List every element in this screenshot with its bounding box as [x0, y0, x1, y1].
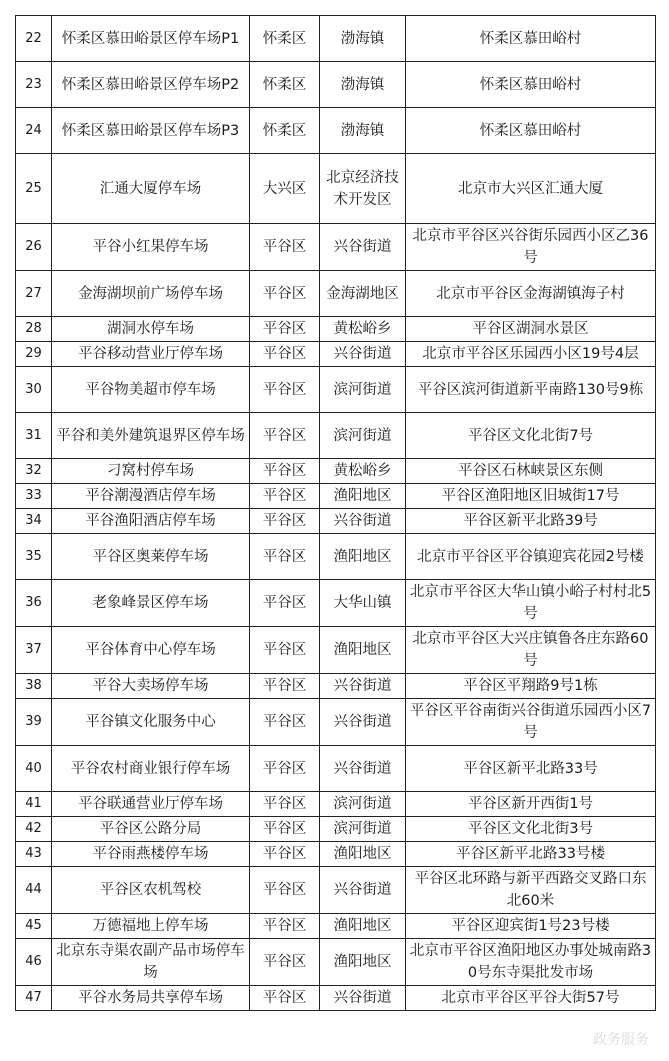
table-row: [16, 842, 656, 867]
row-number-cell: 33: [16, 484, 52, 509]
parking-name-cell: 平谷农村商业银行停车场: [52, 746, 250, 792]
town-cell: 金海湖地区: [320, 271, 406, 317]
parking-name-cell: 平谷镇文化服务中心: [52, 699, 250, 746]
town-cell: 渔阳地区: [320, 842, 406, 867]
address-cell: 北京市平谷区乐园西小区19号4层: [406, 342, 656, 367]
row-number-cell: 25: [16, 154, 52, 224]
address-cell: 平谷区渔阳地区旧城街17号: [406, 484, 656, 509]
parking-name-cell: 平谷联通营业厅停车场: [52, 792, 250, 817]
address-cell: 平谷区北环路与新平西路交叉路口东北60米: [406, 867, 656, 914]
district-cell: 平谷区: [250, 842, 320, 867]
town-cell: 滨河街道: [320, 792, 406, 817]
parking-name-cell: 北京东寺渠农副产品市场停车场: [52, 939, 250, 986]
district-cell: 平谷区: [250, 699, 320, 746]
address-cell: 平谷区湖洞水景区: [406, 317, 656, 342]
address-cell: 平谷区新平北路33号: [406, 746, 656, 792]
district-cell: 平谷区: [250, 627, 320, 674]
parking-name-cell: 汇通大厦停车场: [52, 154, 250, 224]
parking-name-cell: 怀柔区慕田峪景区停车场P2: [52, 62, 250, 108]
district-cell: 平谷区: [250, 224, 320, 271]
row-number-cell: 44: [16, 867, 52, 914]
row-number-cell: 22: [16, 16, 52, 62]
district-cell: 平谷区: [250, 792, 320, 817]
row-number-cell: 42: [16, 817, 52, 842]
table-row: [16, 342, 656, 367]
parking-name-cell: 平谷大卖场停车场: [52, 674, 250, 699]
address-cell: 平谷区石林峡景区东侧: [406, 459, 656, 484]
town-cell: 大华山镇: [320, 580, 406, 627]
parking-name-cell: 平谷区公路分局: [52, 817, 250, 842]
district-cell: 怀柔区: [250, 16, 320, 62]
district-cell: 怀柔区: [250, 108, 320, 154]
row-number-cell: 36: [16, 580, 52, 627]
row-number-cell: 43: [16, 842, 52, 867]
row-number-cell: 27: [16, 271, 52, 317]
parking-lot-table: [15, 15, 656, 1011]
parking-name-cell: 怀柔区慕田峪景区停车场P1: [52, 16, 250, 62]
district-cell: 平谷区: [250, 746, 320, 792]
parking-name-cell: 平谷区农机驾校: [52, 867, 250, 914]
town-cell: 渔阳地区: [320, 627, 406, 674]
address-cell: 北京市平谷区大兴庄镇鲁各庄东路60号: [406, 627, 656, 674]
address-cell: 北京市大兴区汇通大厦: [406, 154, 656, 224]
table-row: [16, 459, 656, 484]
parking-name-cell: 平谷物美超市停车场: [52, 367, 250, 413]
town-cell: 兴谷街道: [320, 867, 406, 914]
table-row: [16, 939, 656, 986]
town-cell: 渔阳地区: [320, 939, 406, 986]
town-cell: 滨河街道: [320, 817, 406, 842]
town-cell: 兴谷街道: [320, 699, 406, 746]
district-cell: 平谷区: [250, 317, 320, 342]
district-cell: 平谷区: [250, 867, 320, 914]
table-row: [16, 16, 656, 62]
parking-name-cell: 平谷潮漫酒店停车场: [52, 484, 250, 509]
address-cell: 平谷区平翔路9号1栋: [406, 674, 656, 699]
row-number-cell: 32: [16, 459, 52, 484]
row-number-cell: 46: [16, 939, 52, 986]
town-cell: 兴谷街道: [320, 746, 406, 792]
district-cell: 平谷区: [250, 817, 320, 842]
table-row: [16, 746, 656, 792]
table-row: [16, 817, 656, 842]
row-number-cell: 30: [16, 367, 52, 413]
parking-name-cell: 老象峰景区停车场: [52, 580, 250, 627]
town-cell: 兴谷街道: [320, 342, 406, 367]
district-cell: 平谷区: [250, 986, 320, 1011]
district-cell: 平谷区: [250, 342, 320, 367]
address-cell: 平谷区新平北路33号楼: [406, 842, 656, 867]
address-cell: 北京市平谷区兴谷街乐园西小区乙36号: [406, 224, 656, 271]
row-number-cell: 29: [16, 342, 52, 367]
table-row: [16, 914, 656, 939]
town-cell: 滨河街道: [320, 413, 406, 459]
district-cell: 平谷区: [250, 413, 320, 459]
table-row: [16, 792, 656, 817]
district-cell: 平谷区: [250, 914, 320, 939]
address-cell: 平谷区迎宾街1号23号楼: [406, 914, 656, 939]
address-cell: 怀柔区慕田峪村: [406, 16, 656, 62]
parking-name-cell: 湖洞水停车场: [52, 317, 250, 342]
parking-name-cell: 金海湖坝前广场停车场: [52, 271, 250, 317]
table-row: [16, 509, 656, 534]
address-cell: 平谷区平谷南街兴谷街道乐园西小区7号: [406, 699, 656, 746]
address-cell: 北京市平谷区大华山镇小峪子村村北5号: [406, 580, 656, 627]
table-row: [16, 867, 656, 914]
town-cell: 渔阳地区: [320, 484, 406, 509]
address-cell: 北京市平谷区金海湖镇海子村: [406, 271, 656, 317]
district-cell: 平谷区: [250, 271, 320, 317]
row-number-cell: 35: [16, 534, 52, 580]
district-cell: 平谷区: [250, 580, 320, 627]
district-cell: 平谷区: [250, 534, 320, 580]
table-row: [16, 224, 656, 271]
row-number-cell: 45: [16, 914, 52, 939]
town-cell: 黄松峪乡: [320, 459, 406, 484]
table-row: [16, 674, 656, 699]
town-cell: 渔阳地区: [320, 914, 406, 939]
address-cell: 北京市平谷区渔阳地区办事处城南路30号东寺渠批发市场: [406, 939, 656, 986]
row-number-cell: 47: [16, 986, 52, 1011]
parking-name-cell: 刁窝村停车场: [52, 459, 250, 484]
address-cell: 北京市平谷区平谷镇迎宾花园2号楼: [406, 534, 656, 580]
town-cell: 渤海镇: [320, 16, 406, 62]
row-number-cell: 31: [16, 413, 52, 459]
address-cell: 平谷区滨河街道新平南路130号9栋: [406, 367, 656, 413]
table-row: [16, 317, 656, 342]
address-cell: 平谷区新平北路39号: [406, 509, 656, 534]
town-cell: 滨河街道: [320, 367, 406, 413]
town-cell: 渤海镇: [320, 62, 406, 108]
town-cell: 兴谷街道: [320, 986, 406, 1011]
parking-name-cell: 万德福地上停车场: [52, 914, 250, 939]
table-row: [16, 154, 656, 224]
parking-name-cell: 平谷雨燕楼停车场: [52, 842, 250, 867]
row-number-cell: 39: [16, 699, 52, 746]
table-body: [16, 16, 656, 1011]
town-cell: 兴谷街道: [320, 674, 406, 699]
town-cell: 渔阳地区: [320, 534, 406, 580]
parking-name-cell: 平谷水务局共享停车场: [52, 986, 250, 1011]
district-cell: 平谷区: [250, 939, 320, 986]
town-cell: 黄松峪乡: [320, 317, 406, 342]
row-number-cell: 24: [16, 108, 52, 154]
town-cell: 北京经济技术开发区: [320, 154, 406, 224]
town-cell: 兴谷街道: [320, 224, 406, 271]
table-row: [16, 580, 656, 627]
address-cell: 平谷区新开西街1号: [406, 792, 656, 817]
parking-name-cell: 平谷区奥莱停车场: [52, 534, 250, 580]
row-number-cell: 37: [16, 627, 52, 674]
address-cell: 北京市平谷区平谷大街57号: [406, 986, 656, 1011]
parking-name-cell: 平谷体育中心停车场: [52, 627, 250, 674]
district-cell: 平谷区: [250, 459, 320, 484]
table-row: [16, 413, 656, 459]
address-cell: 平谷区文化北街7号: [406, 413, 656, 459]
parking-name-cell: 平谷移动营业厅停车场: [52, 342, 250, 367]
address-cell: 怀柔区慕田峪村: [406, 108, 656, 154]
address-cell: 怀柔区慕田峪村: [406, 62, 656, 108]
table-row: [16, 62, 656, 108]
parking-name-cell: 怀柔区慕田峪景区停车场P3: [52, 108, 250, 154]
table-row: [16, 986, 656, 1011]
district-cell: 怀柔区: [250, 62, 320, 108]
district-cell: 大兴区: [250, 154, 320, 224]
row-number-cell: 41: [16, 792, 52, 817]
parking-name-cell: 平谷和美外建筑退界区停车场: [52, 413, 250, 459]
row-number-cell: 40: [16, 746, 52, 792]
row-number-cell: 38: [16, 674, 52, 699]
parking-name-cell: 平谷渔阳酒店停车场: [52, 509, 250, 534]
row-number-cell: 26: [16, 224, 52, 271]
watermark-text: 政务服务: [593, 1032, 649, 1048]
parking-name-cell: 平谷小红果停车场: [52, 224, 250, 271]
parking-lot-table-page: [15, 15, 655, 1011]
town-cell: 渤海镇: [320, 108, 406, 154]
table-row: [16, 534, 656, 580]
table-row: [16, 484, 656, 509]
district-cell: 平谷区: [250, 674, 320, 699]
district-cell: 平谷区: [250, 367, 320, 413]
table-row: [16, 367, 656, 413]
row-number-cell: 28: [16, 317, 52, 342]
row-number-cell: 34: [16, 509, 52, 534]
town-cell: 兴谷街道: [320, 509, 406, 534]
row-number-cell: 23: [16, 62, 52, 108]
table-row: [16, 699, 656, 746]
table-row: [16, 627, 656, 674]
table-row: [16, 108, 656, 154]
table-row: [16, 271, 656, 317]
district-cell: 平谷区: [250, 509, 320, 534]
district-cell: 平谷区: [250, 484, 320, 509]
address-cell: 平谷区文化北街3号: [406, 817, 656, 842]
